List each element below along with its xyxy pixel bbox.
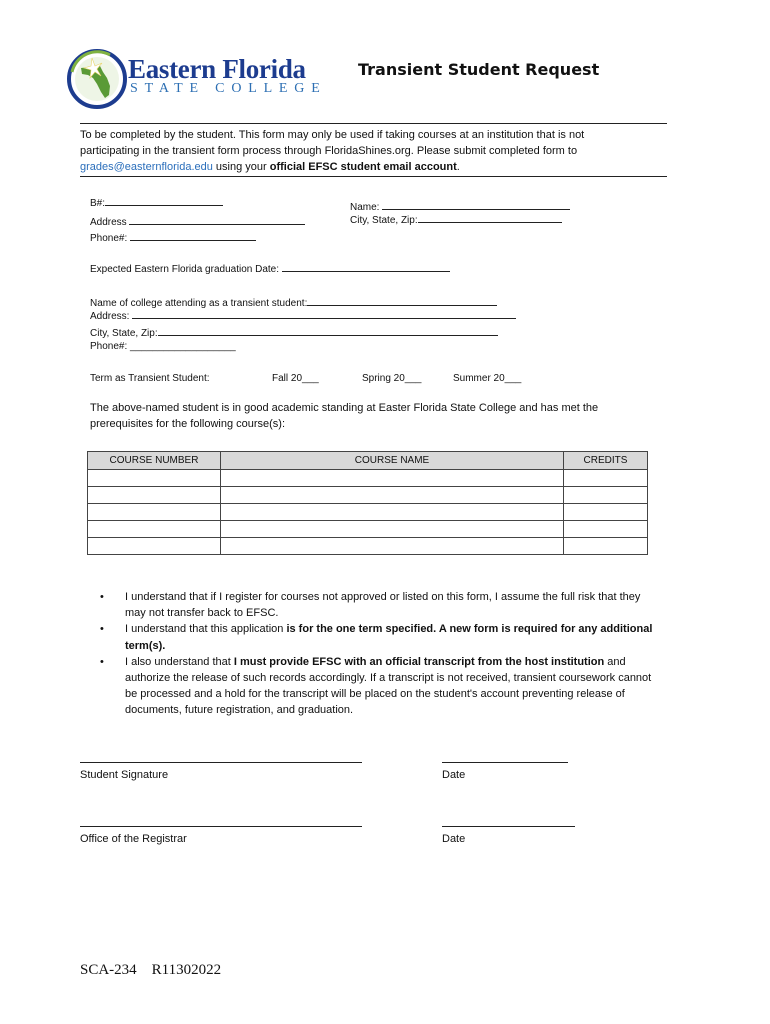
registrar-signature-line[interactable] <box>80 826 362 827</box>
acknowledgement-list <box>100 589 655 719</box>
course-table <box>87 451 648 555</box>
table-row[interactable] <box>88 504 648 521</box>
college-address-field[interactable]: Address: <box>90 307 516 322</box>
logo-name: Eastern Florida <box>128 54 306 84</box>
col-credits: CREDITS <box>564 452 648 470</box>
table-row[interactable] <box>88 538 648 555</box>
email-link[interactable]: grades@easternflorida.edu <box>80 161 213 173</box>
student-signature-label: Student Signature <box>80 769 169 781</box>
form-code: SCA-234 R11302022 <box>80 962 222 978</box>
bullet-icon: • <box>100 591 104 603</box>
college-city-field[interactable]: City, State, Zip: <box>90 324 498 339</box>
list-item: • I understand that this application is for the one term specified. A new form is required for any additional term(s). <box>100 623 653 652</box>
list-item: • I understand that if I register for courses not approved or listed on this form, I assume the full risk that they may not transfer back to EFSC. <box>100 591 641 620</box>
standing-text: The above-named student is in good academic standing at Easter Florida State College and has met the prerequisites for the following course(s): <box>90 402 599 430</box>
phone-field[interactable]: Phone#: <box>90 229 256 244</box>
college-name-field[interactable]: Name of college attending as a transient student: <box>90 294 497 309</box>
intro-rule <box>80 176 667 177</box>
bullet-icon: • <box>100 623 104 636</box>
term-label: Term as Transient Student: <box>90 373 210 384</box>
bullet-icon: • <box>100 655 104 668</box>
intro-text: To be completed by the student. This form may only be used if taking courses at an institution that is not participating in the transient form process through FloridaShines.org. Please submit completed form to grades@easternflorida.edu using your official EFSC student email account. <box>80 129 585 173</box>
date-line-2[interactable] <box>442 826 575 827</box>
college-phone-field[interactable]: Phone#: ___________________ <box>90 341 236 352</box>
col-course-number: COURSE NUMBER <box>88 452 221 470</box>
student-signature-line[interactable] <box>80 762 362 763</box>
table-row[interactable] <box>88 521 648 538</box>
registrar-label: Office of the Registrar <box>80 833 187 845</box>
table-header-row <box>88 452 648 470</box>
top-rule <box>80 123 667 124</box>
table-row[interactable] <box>88 487 648 504</box>
logo-subname: STATE COLLEGE <box>130 81 327 96</box>
date-line-1[interactable] <box>442 762 568 763</box>
form-title: Transient Student Request <box>358 60 600 79</box>
table-row[interactable] <box>88 470 648 487</box>
col-course-name: COURSE NAME <box>221 452 564 470</box>
address-field[interactable]: Address <box>90 213 305 228</box>
florida-seal-icon <box>66 48 128 110</box>
term-spring[interactable]: Spring 20___ <box>362 373 422 384</box>
date-label-2: Date <box>442 833 466 845</box>
date-label-1: Date <box>442 769 466 781</box>
city-field[interactable]: City, State, Zip: <box>350 211 562 226</box>
college-logo <box>66 48 327 110</box>
list-item: • I also understand that I must provide EFSC with an official transcript from the host institution and authorize the release of such records accordingly. If a transcript is not received, transient coursework cannot be processed and a hold for the transcript will be placed on the student's account preventing release of documents, future registration, and graduation. <box>100 655 652 717</box>
term-summer[interactable]: Summer 20___ <box>453 373 522 384</box>
graduation-date-field[interactable]: Expected Eastern Florida graduation Date: <box>90 260 450 275</box>
bnum-field[interactable]: B#: <box>90 194 223 209</box>
term-fall[interactable]: Fall 20___ <box>272 373 319 384</box>
name-field[interactable]: Name: <box>350 198 570 213</box>
